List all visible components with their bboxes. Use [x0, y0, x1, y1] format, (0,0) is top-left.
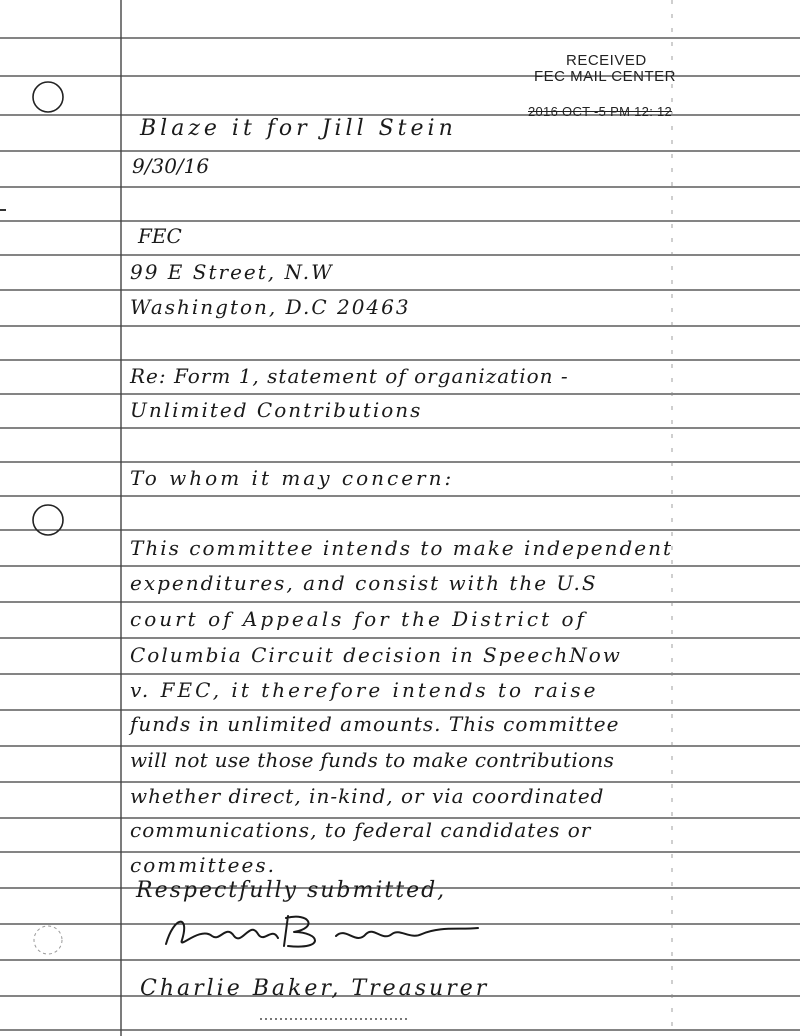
body-line: v. FEC, it therefore intends to raise — [130, 678, 599, 702]
stamp-date: 2016 OCT -5 PM 12: 12 — [528, 104, 673, 119]
body-line: expenditures, and consist with the U.S — [130, 571, 598, 595]
body-line: committees. — [130, 853, 276, 877]
letter-date: 9/30/16 — [132, 154, 210, 178]
body-line: whether direct, in-kind, or via coordinated — [130, 784, 605, 808]
re-line-1: Re: Form 1, statement of organization - — [130, 364, 569, 388]
recipient-name: FEC — [138, 224, 182, 248]
recipient-street: 99 E Street, N.W — [130, 260, 334, 284]
body-line: communications, to federal candidates or — [130, 818, 592, 842]
committee-name: Blaze it for Jill Stein — [140, 116, 457, 141]
salutation: To whom it may concern: — [130, 466, 455, 490]
stamp-received: RECEIVED — [566, 52, 647, 69]
recipient-city: Washington, D.C 20463 — [130, 295, 411, 319]
closing: Respectfully submitted, — [136, 878, 447, 903]
body-line: funds in unlimited amounts. This committee — [130, 712, 620, 736]
body-line: will not use those funds to make contributions — [130, 748, 615, 772]
body-line: court of Appeals for the District of — [130, 607, 587, 631]
body-line: Columbia Circuit decision in SpeechNow — [130, 643, 622, 667]
re-line-2: Unlimited Contributions — [130, 398, 423, 422]
handwritten-signature — [160, 906, 490, 956]
body-line: This committee intends to make independent — [130, 536, 673, 560]
signer-name: Charlie Baker, Treasurer — [140, 976, 490, 1001]
stamp-mail-center: FEC MAIL CENTER — [534, 68, 676, 85]
